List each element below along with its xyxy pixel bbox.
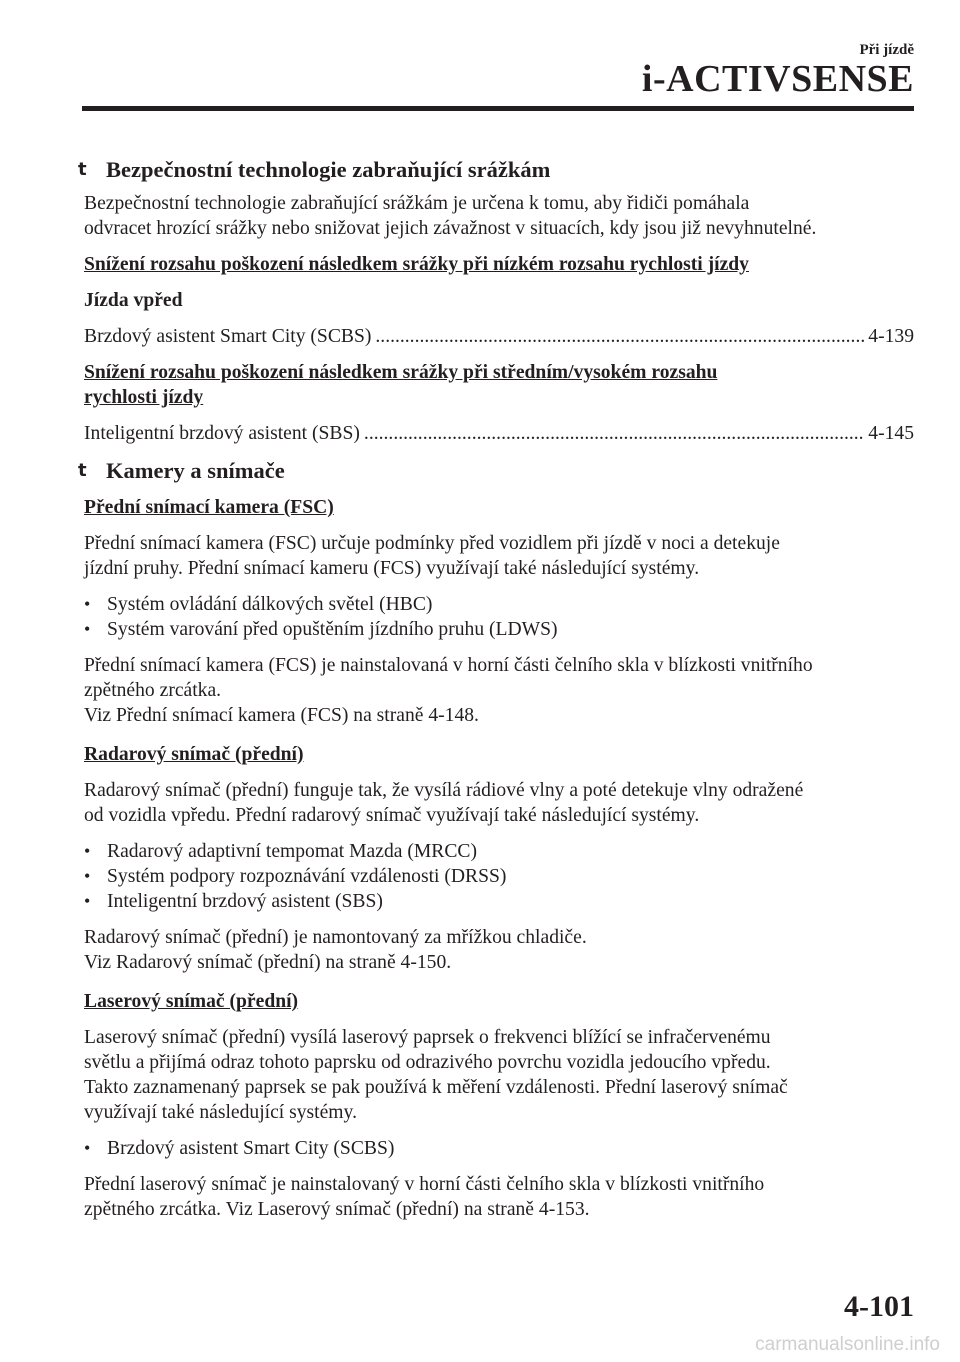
toc-leader [364,421,864,446]
subheading-fsc: Přední snímací kamera (FSC) [84,497,334,518]
toc-title: Brzdový asistent Smart City (SCBS) [84,326,372,347]
section-heading-cameras [78,457,914,485]
radar-location-paragraph: Radarový snímač (přední) je namontovaný za mřížkou chladiče. Viz Radarový snímač (přední) na straně 4-150. [84,927,587,973]
toc-entry-sbs[interactable] [84,421,914,446]
header-rule [82,106,914,111]
cross-reference-fsc[interactable]: Viz Přední snímací kamera (FCS) na straně 4-148. [84,705,479,726]
list-item: • Systém varování před opuštěním jízdního pruhu (LDWS) [84,617,914,642]
laser-paragraph: Laserový snímač (přední) vysílá laserový paprsek o frekvenci blížící se infračervenému světlu a přijímá odraz tohoto paprsku od odrazivého povrchu vozidla jedoucího vpředu. Takto zaznamenaný paprsek se pak používá k měření vzdálenosti. Přední laserový snímač využívají také následující systémy. [84,1027,788,1123]
list-item: • Inteligentní brzdový asistent (SBS) [84,889,914,914]
list-item: • Brzdový asistent Smart City (SCBS) [84,1136,914,1161]
subheading-forward-driving: Jízda vpřed [84,290,183,311]
toc-leader [375,324,864,349]
running-header-title: i-ACTIVSENSE [641,58,914,100]
intro-paragraph: Bezpečnostní technologie zabraňující srážkám je určena k tomu, aby řidiči pomáhala odvracet hrozící srážky nebo snižovat jejich závažnost v situacích, kdy jsou již nevyhnutelné. [84,193,817,239]
laser-location-paragraph: Přední laserový snímač je nainstalovaný v horní části čelního skla v blízkosti vnitřního zpětného zrcátka. Viz Laserový snímač (přední) na straně 4-153. [84,1174,765,1220]
fsc-paragraph: Přední snímací kamera (FSC) určuje podmínky před vozidlem při jízdě v noci a detekuje jízdní pruhy. Přední snímací kameru (FCS) využívají také následující systémy. [84,533,780,579]
fsc-location-paragraph: Přední snímací kamera (FCS) je nainstalovaná v horní části čelního skla v blízkosti vnitřního zpětného zrcátka. Viz Přední snímací kamera (FCS) na straně 4-148. [84,655,813,726]
cross-reference-radar[interactable]: Viz Radarový snímač (přední) na straně 4-150. [84,952,452,973]
toc-entry-scbs[interactable] [84,324,914,349]
watermark: carmanualsonline.info [755,1334,940,1355]
section-heading-collision [78,156,914,184]
list-item: • Systém ovládání dálkových světel (HBC) [84,592,914,617]
subheading-laser: Laserový snímač (přední) [84,991,299,1012]
fsc-bullet-list [84,592,914,642]
toc-title: Inteligentní brzdový asistent (SBS) [84,423,360,444]
list-item: • Systém podpory rozpoznávání vzdálenosti (DRSS) [84,864,914,889]
cross-reference-laser[interactable]: zpětného zrcátka. Viz Laserový snímač (přední) na straně 4-153. [84,1199,590,1220]
page-number: 4-101 [844,1290,914,1323]
radar-bullet-list [84,839,914,914]
section-heading-text: Kamery a snímače [106,458,285,483]
section-marker-icon: t [78,159,87,180]
subheading-mid-high-speed: Snížení rozsahu poškození následkem srážky při středním/vysokém rozsahu rychlosti jízdy [84,362,718,408]
running-header-section: Při jízdě [859,42,914,58]
list-item: • Radarový adaptivní tempomat Mazda (MRCC) [84,839,914,864]
page-content [78,156,914,1233]
subheading-radar: Radarový snímač (přední) [84,744,304,765]
toc-page: 4-145 [868,423,914,444]
subheading-low-speed: Snížení rozsahu poškození následkem srážky při nízkém rozsahu rychlosti jízdy [84,254,749,275]
radar-paragraph: Radarový snímač (přední) funguje tak, že vysílá rádiové vlny a poté detekuje vlny odražené od vozidla vpředu. Přední radarový snímač využívají také následující systémy. [84,780,804,826]
toc-page: 4-139 [868,326,914,347]
section-heading-text: Bezpečnostní technologie zabraňující srážkám [106,157,551,182]
section-marker-icon: t [78,460,87,481]
laser-bullet-list [84,1136,914,1161]
